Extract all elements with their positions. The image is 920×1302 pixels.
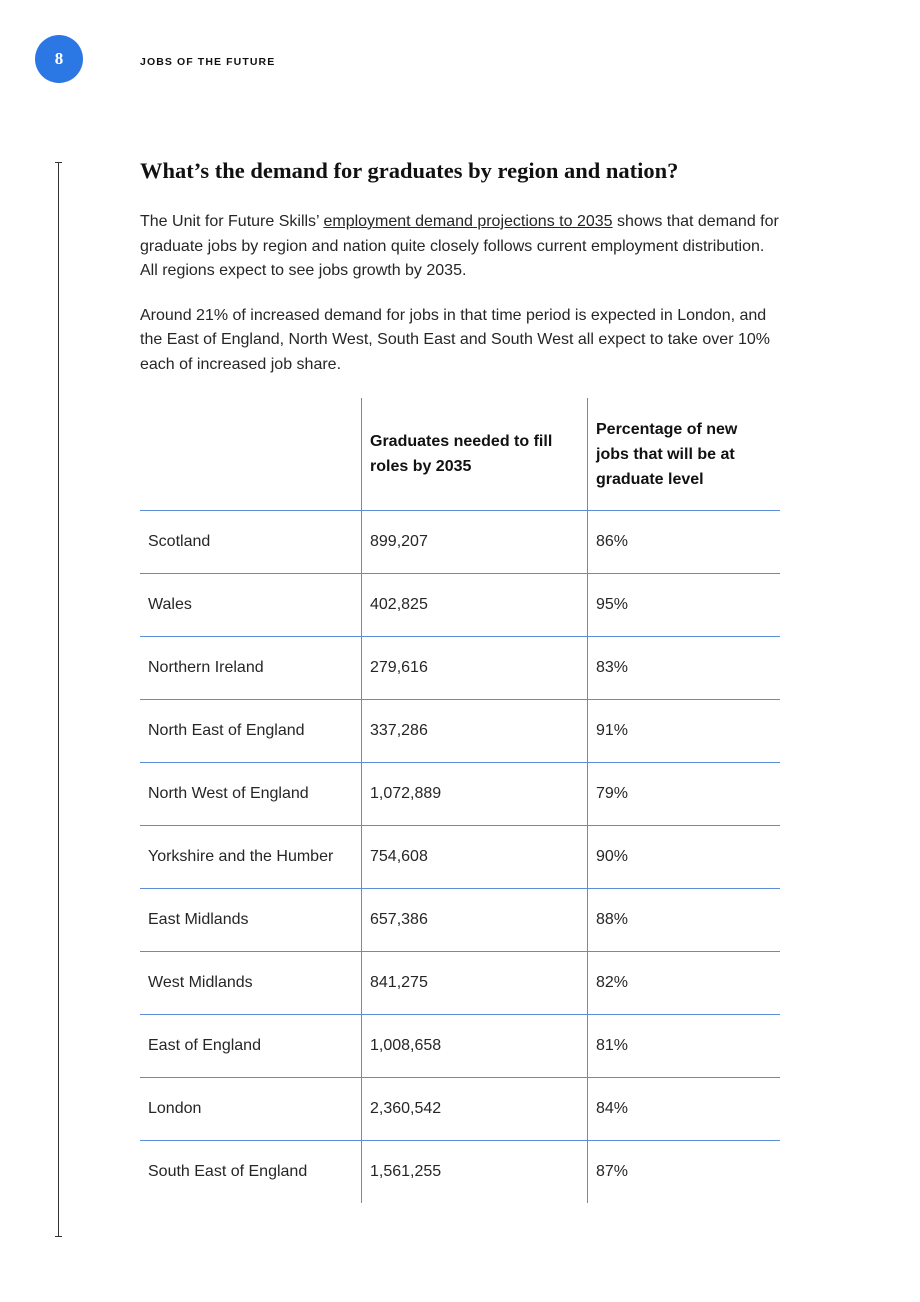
header-percentage: Percentage of new jobs that will be at graduate level [588, 398, 781, 511]
table-row [140, 1078, 780, 1141]
table-row [140, 826, 780, 889]
table-row [140, 763, 780, 826]
region-cell: Wales [140, 574, 362, 637]
region-cell: East of England [140, 1015, 362, 1078]
graduates-cell: 841,275 [362, 952, 588, 1015]
graduates-cell: 337,286 [362, 700, 588, 763]
table-row [140, 1015, 780, 1078]
percentage-cell: 84% [588, 1078, 781, 1141]
table-row [140, 952, 780, 1015]
graduates-cell: 1,561,255 [362, 1141, 588, 1204]
region-cell: North East of England [140, 700, 362, 763]
second-paragraph: Around 21% of increased demand for jobs in that time period is expected in London, and the East of England, North West, South East and South West all expect to take over 10% each of increased job share. [140, 306, 770, 373]
region-cell: Scotland [140, 511, 362, 574]
table-row [140, 1141, 780, 1204]
running-header: JOBS OF THE FUTURE [140, 56, 276, 68]
graduates-cell: 279,616 [362, 637, 588, 700]
table-row [140, 889, 780, 952]
table-row [140, 574, 780, 637]
graduates-cell: 402,825 [362, 574, 588, 637]
page-title: What’s the demand for graduates by region and nation? [140, 158, 679, 183]
table-header-row [140, 398, 780, 511]
page-number-badge: 8 [35, 35, 83, 83]
region-cell: South East of England [148, 1163, 308, 1180]
percentage-cell: 86% [588, 511, 781, 574]
region-cell: West Midlands [140, 952, 362, 1015]
intro-text-start: The Unit for Future Skills’ [140, 213, 324, 230]
percentage-cell: 81% [588, 1015, 781, 1078]
region-cell: East Midlands [140, 889, 362, 952]
graduates-cell: 1,072,889 [362, 763, 588, 826]
article-body [140, 156, 780, 377]
percentage-cell: 83% [588, 637, 781, 700]
percentage-cell: 90% [588, 826, 781, 889]
region-cell: North West of England [140, 763, 362, 826]
graduates-cell: 657,386 [362, 889, 588, 952]
header-region [140, 398, 362, 511]
side-rule-divider [58, 162, 59, 1237]
region-cell: Northern Ireland [140, 637, 362, 700]
projections-link[interactable]: employment demand projections to 2035 [323, 213, 613, 230]
region-cell: London [140, 1078, 362, 1141]
percentage-cell: 91% [588, 700, 781, 763]
table-row [140, 637, 780, 700]
percentage-cell: 79% [588, 763, 781, 826]
intro-paragraph [140, 210, 780, 284]
region-cell: Yorkshire and the Humber [140, 826, 362, 889]
graduates-cell: 754,608 [362, 826, 588, 889]
percentage-cell: 95% [588, 574, 781, 637]
intro-text-end: shows that demand for graduate jobs by region and nation quite closely follows current employment distribution. All regions expect to see jobs growth by 2035. [140, 213, 779, 279]
table-row [140, 511, 780, 574]
percentage-cell: 88% [588, 889, 781, 952]
graduates-cell: 2,360,542 [362, 1078, 588, 1141]
percentage-cell: 87% [588, 1141, 781, 1204]
percentage-cell: 82% [588, 952, 781, 1015]
header-graduates: Graduates needed to fill roles by 2035 [362, 398, 588, 511]
table-row [140, 700, 780, 763]
graduates-cell: 899,207 [362, 511, 588, 574]
graduates-cell: 1,008,658 [362, 1015, 588, 1078]
graduate-demand-table [140, 398, 780, 1203]
